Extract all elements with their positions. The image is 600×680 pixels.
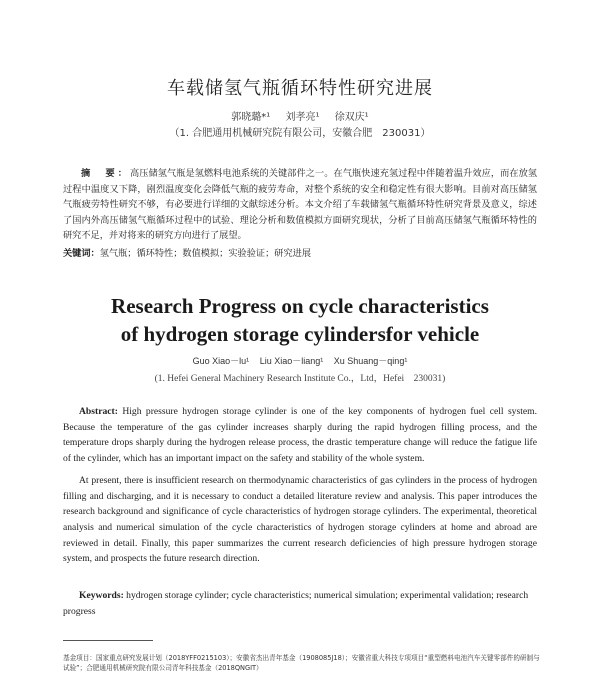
author-name: 徐双庆¹ (334, 112, 369, 123)
chinese-abstract (63, 166, 537, 244)
english-authors (0, 354, 600, 367)
footnote-divider (63, 640, 153, 641)
english-abstract-label: Abstract: (79, 406, 118, 417)
english-abstract-text: High pressure hydrogen storage cylinder is one of the key components of hydrogen fuel cell system. Because the temperature of the gas cylinder increases sharply during the rapid hydrogen filling process, and the temperature drops sharply during the hydrogen release process, the drastic temperature change will reduce the fatigue life of the cylinder, which has an important impact on the safety and stability of the whole system. (63, 406, 537, 465)
english-abstract (63, 404, 537, 573)
english-affiliation: (1. Hefei General Machinery Research Institute Co.，Ltd，Hefei 230031) (154, 374, 446, 384)
chinese-affiliation: （1. 合肥通用机械研究院有限公司，安徽合肥 230031） (169, 128, 431, 139)
author-name: 郭晓璐*¹ (231, 112, 271, 123)
english-abstract-paragraph (63, 404, 537, 467)
author-name: Xu Shuang－qing¹ (333, 356, 408, 366)
chinese-keywords-text: 氢气瓶；循环特性；数值模拟；实验验证；研究进展 (99, 248, 312, 259)
funding-footnote: 基金项目：国家重点研究发展计划（2018YFF0215103）；安徽省杰出青年基金（1908085J18）；安徽省重大科技专项项目“重型燃料电池汽车关键零部件的研制与试验”；合肥通用机械研究院有限公司青年科技基金（2018QNGIT） (63, 654, 540, 672)
chinese-title: 车载储氢气瓶循环特性研究进展 (167, 78, 433, 99)
english-keywords-text: hydrogen storage cylinder; cycle characteristics; numerical simulation; experimental validation; research progress (63, 590, 529, 617)
author-name: Liu Xiao－liang¹ (259, 356, 324, 366)
english-title-line: of hydrogen storage cylindersfor vehicle (120, 322, 480, 346)
english-keywords (63, 588, 537, 619)
author-name: Guo Xiao－lu¹ (192, 356, 250, 366)
chinese-authors (0, 108, 600, 123)
english-abstract-paragraph: At present, there is insufficient research on thermodynamic characteristics of gas cylinders in the process of hydrogen filling and discharging, and it is necessary to conduct a detailed literature review and analysis. This paper introduces the research background and significance of cycle characteristics of hydrogen storage cylinders. The experimental, theoretical analysis and numerical simulation of the cycle characteristics of hydrogen storage cylinders at home and abroad are reviewed in detail. Finally, this paper summarizes the current research deficiencies of high pressure hydrogen storage system, and prospects the future research direction. (63, 474, 537, 565)
chinese-keywords-label: 关键词： (63, 248, 100, 259)
chinese-keywords (63, 245, 537, 259)
chinese-abstract-text: 高压储氢气瓶是氢燃料电池系统的关键部件之一。在气瓶快速充氢过程中伴随着温升效应，而在放氢过程中温度又下降，剧烈温度变化会降低气瓶的疲劳寿命，对整个系统的安全和稳定性有很大影响。目前对高压储氢气瓶疲劳特性研究不够，有必要进行详细的文献综述分析。本文介绍了车载储氢气瓶循环特性研究背景及意义，综述了国内外高压储氢气瓶循环过程中的试验、理论分析和数值模拟方面研究现状，分析了目前高压储氢气瓶循环特性的研究不足，并对将来的研究方向进行了展望。 (63, 168, 538, 242)
english-keywords-label: Keywords: (79, 590, 124, 601)
author-name: 刘孝亮¹ (285, 112, 320, 123)
chinese-abstract-label: 摘 要： (81, 168, 131, 179)
english-title-line: Research Progress on cycle characteristics (111, 294, 489, 318)
english-title (0, 292, 600, 348)
